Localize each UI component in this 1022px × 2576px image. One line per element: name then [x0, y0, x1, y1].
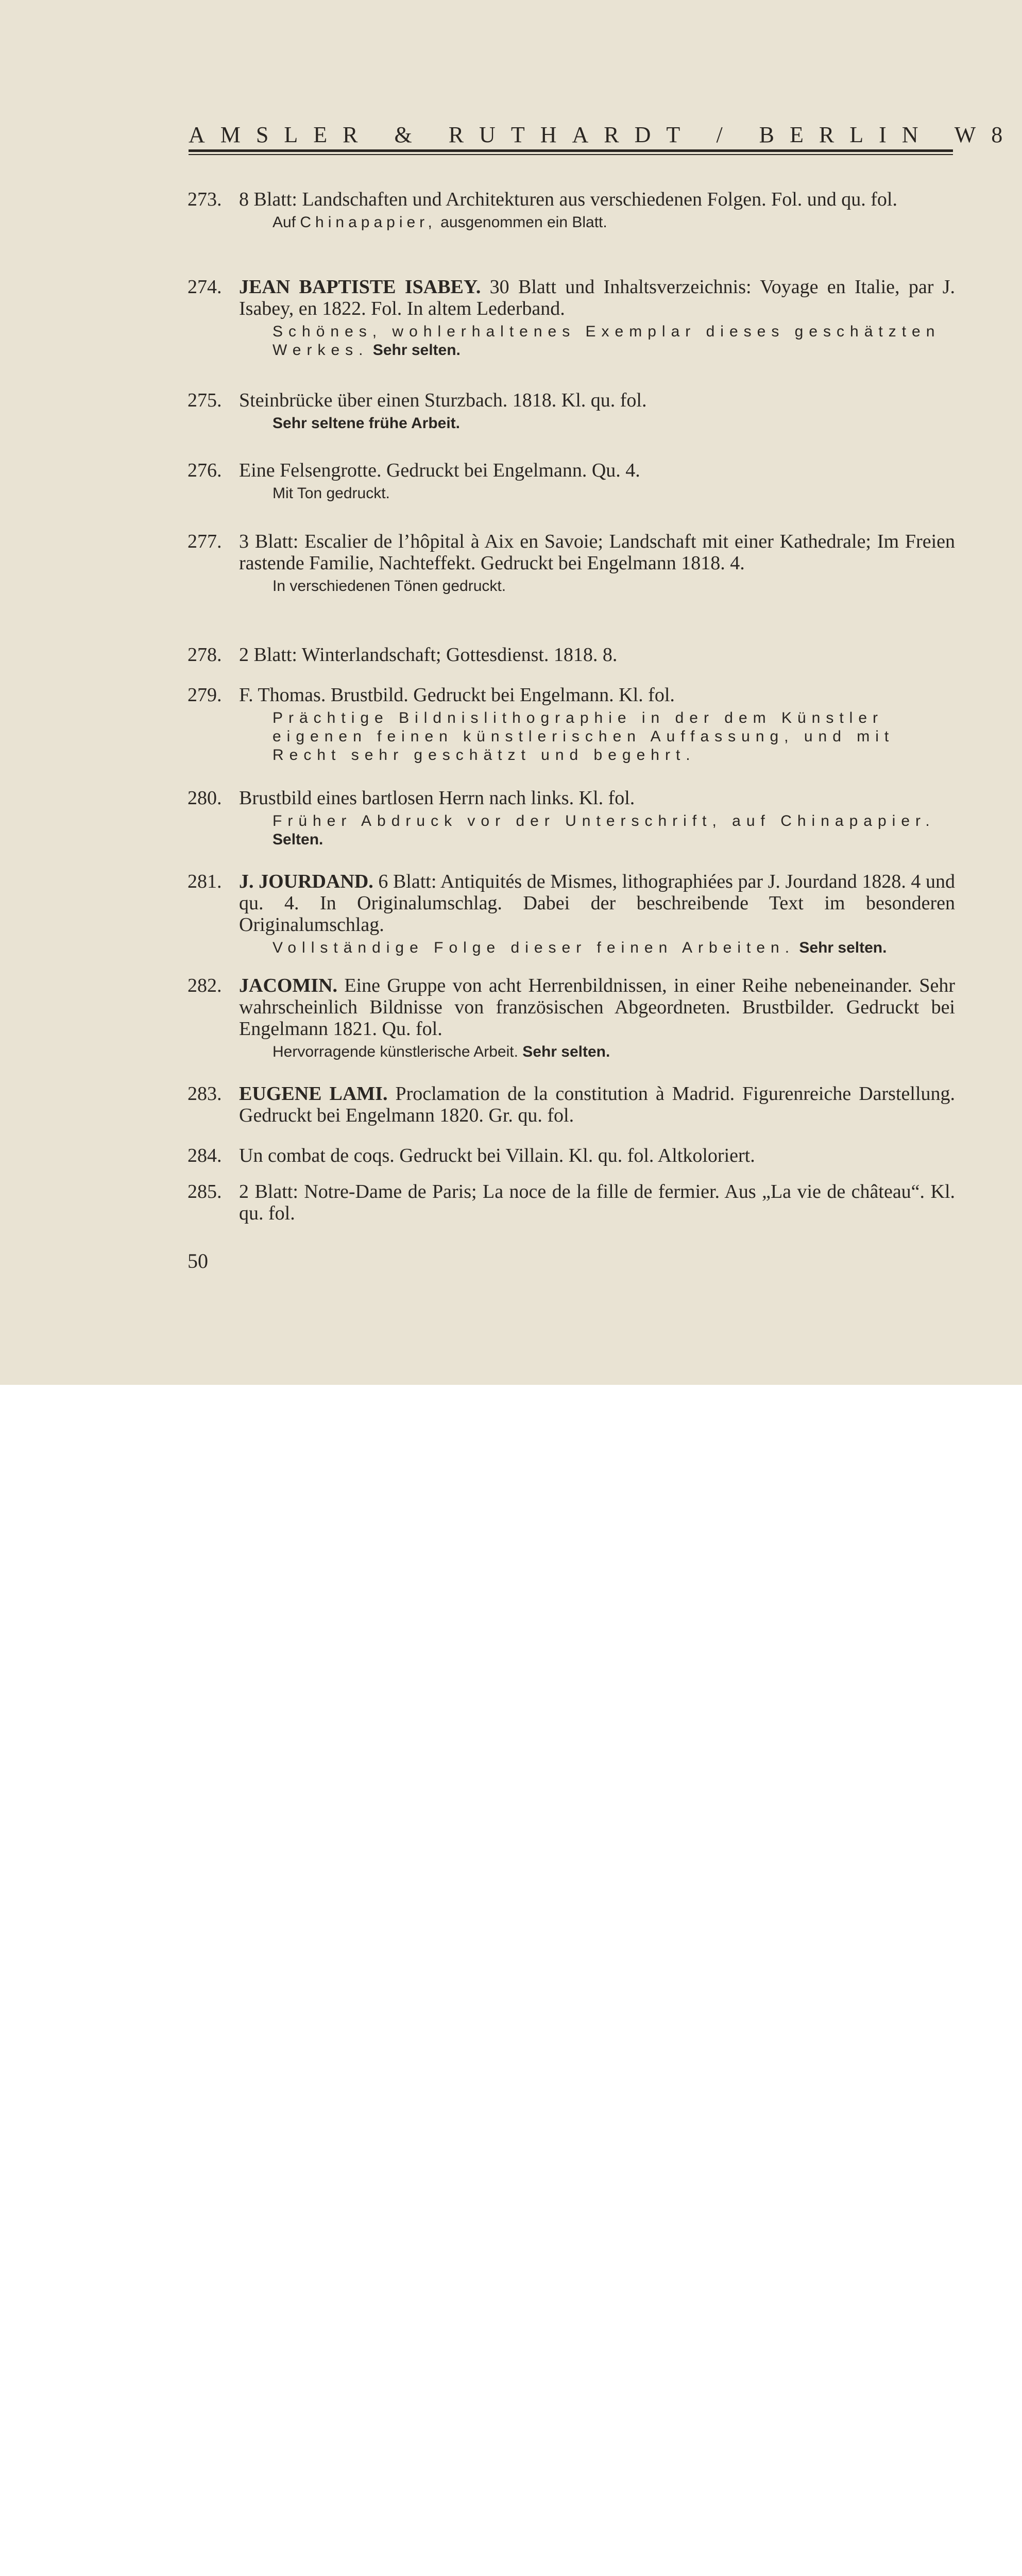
entry-note: [272, 323, 955, 360]
entry-note: [272, 1043, 955, 1061]
running-head: AMSLER & RUTHARDT / BERLIN W8: [189, 122, 1018, 147]
note-segment: Prächtige Bildnislithographie in der dem Künstler eigenen feinen künstlerischen Auffassung, und mit Recht sehr geschätzt und begehrt.: [272, 709, 895, 764]
catalog-entry-282: [188, 975, 955, 1061]
entry-text: [239, 1083, 955, 1126]
page-number: 50: [188, 1249, 208, 1273]
entry-note: [272, 709, 955, 765]
note-segment: Sehr selten.: [518, 1043, 610, 1060]
entry-note: [272, 213, 955, 232]
entry-description: 2 Blatt: Notre-Dame de Paris; La noce de la fille de fermier. Aus „La vie de château“. Kl. qu. fol.: [239, 1181, 955, 1224]
entry-description: Un combat de coqs. Gedruckt bei Villain. Kl. qu. fol. Altkoloriert.: [239, 1145, 755, 1166]
catalog-entry-275: [188, 389, 955, 433]
note-segment: Selten.: [272, 831, 323, 848]
entry-number: 277.: [188, 531, 222, 552]
entry-text: [239, 787, 955, 809]
entry-text: [239, 460, 955, 481]
catalog-entry-278: [188, 644, 955, 666]
entry-text: [239, 189, 955, 210]
entry-text: [239, 531, 955, 574]
artist-name: J. JOURDAND.: [239, 871, 373, 892]
entry-note: [272, 939, 955, 957]
catalog-entry-280: [188, 787, 955, 849]
artist-name: JACOMIN.: [239, 975, 338, 996]
entry-text: [239, 1181, 955, 1224]
catalog-entry-283: [188, 1083, 955, 1126]
catalog-entry-281: [188, 871, 955, 957]
entry-number: 283.: [188, 1083, 222, 1105]
header-rule-thick: [189, 149, 953, 152]
note-segment: Früher Abdruck vor der Unterschrift, auf Chinapapier.: [272, 812, 935, 829]
entry-text: [239, 644, 955, 666]
note-segment: Sehr selten.: [368, 342, 461, 359]
entry-description: Eine Felsengrotte. Gedruckt bei Engelmann. Qu. 4.: [239, 460, 640, 481]
artist-name: EUGENE LAMI.: [239, 1083, 388, 1105]
note-segment: Chinapapier,: [300, 214, 436, 231]
entry-text: [239, 1145, 955, 1166]
entry-number: 285.: [188, 1181, 222, 1202]
entry-description: Proclamation de la constitution à Madrid. Figurenreiche Darstellung. Gedruckt bei Engelmann 1820. Gr. qu. fol.: [239, 1083, 956, 1126]
entry-number: 273.: [188, 189, 222, 210]
entry-description: Brustbild eines bartlosen Herrn nach links. Kl. fol.: [239, 787, 635, 809]
entry-note: [272, 577, 955, 596]
note-segment: In verschiedenen Tönen gedruckt.: [272, 578, 506, 595]
header-rule-thin: [189, 154, 953, 155]
entry-description: 30 Blatt und Inhaltsverzeichnis: Voyage en Italie, par J. Isabey, en 1822. Fol. In altem Lederband.: [239, 276, 955, 319]
entry-number: 276.: [188, 460, 222, 481]
entry-text: [239, 389, 955, 411]
entry-description: Steinbrücke über einen Sturzbach. 1818. Kl. qu. fol.: [239, 389, 647, 411]
footer-bar: [0, 1385, 1022, 1459]
note-segment: Schönes, wohlerhaltenes Exemplar dieses geschätzten Werkes.: [272, 323, 941, 359]
entry-number: 282.: [188, 975, 222, 996]
note-segment: Sehr selten.: [795, 939, 887, 956]
catalog-entry-277: [188, 531, 955, 596]
entry-text: [239, 975, 955, 1040]
entry-note: [272, 484, 955, 503]
entry-text: [239, 684, 955, 706]
note-segment: Mit Ton gedruckt.: [272, 485, 390, 502]
entry-description: 3 Blatt: Escalier de l’hôpital à Aix en Savoie; Landschaft mit einer Kathedrale; Im Freien rastende Familie, Nachteffekt. Gedruckt bei Engelmann 1818. 4.: [239, 531, 955, 574]
entry-text: [239, 276, 955, 319]
entry-note: [272, 812, 955, 849]
entry-number: 278.: [188, 644, 222, 666]
catalog-entry-279: [188, 684, 955, 765]
entry-description: 2 Blatt: Winterlandschaft; Gottesdienst. 1818. 8.: [239, 644, 618, 666]
entry-description: F. Thomas. Brustbild. Gedruckt bei Engelmann. Kl. fol.: [239, 684, 675, 706]
note-segment: Hervorragende künstlerische Arbeit.: [272, 1043, 518, 1060]
catalog-entry-284: [188, 1145, 955, 1166]
entry-description: 8 Blatt: Landschaften und Architekturen aus verschiedenen Folgen. Fol. und qu. fol.: [239, 189, 897, 210]
entry-number: 275.: [188, 389, 222, 411]
catalog-entry-285: [188, 1181, 955, 1224]
note-segment: Vollständige Folge dieser feinen Arbeiten.: [272, 939, 795, 956]
entry-text: [239, 871, 955, 936]
entry-note: [272, 414, 955, 433]
entry-description: Eine Gruppe von acht Herrenbildnissen, in einer Reihe nebeneinander. Sehr wahrscheinlich Bildnisse von französischen Abgeordneten. Brustbilder. Gedruckt bei Engelmann 1821. Qu. fol.: [239, 975, 955, 1040]
entry-number: 279.: [188, 684, 222, 706]
artist-name: JEAN BAPTISTE ISABEY.: [239, 276, 481, 298]
note-segment: ausgenommen ein Blatt.: [436, 214, 607, 231]
entry-number: 281.: [188, 871, 222, 892]
entry-number: 274.: [188, 276, 222, 298]
catalog-entry-273: [188, 189, 955, 232]
note-segment: Auf: [272, 214, 300, 231]
entry-number: 280.: [188, 787, 222, 809]
entry-number: 284.: [188, 1145, 222, 1166]
catalog-entry-276: [188, 460, 955, 503]
catalog-entry-274: [188, 276, 955, 360]
entry-description: 6 Blatt: Antiquités de Mismes, lithographiées par J. Jourdand 1828. 4 und qu. 4. In Originalumschlag. Dabei der beschreibende Text im besonderen Originalumschlag.: [239, 871, 955, 936]
note-segment: Sehr seltene frühe Arbeit.: [272, 415, 460, 432]
